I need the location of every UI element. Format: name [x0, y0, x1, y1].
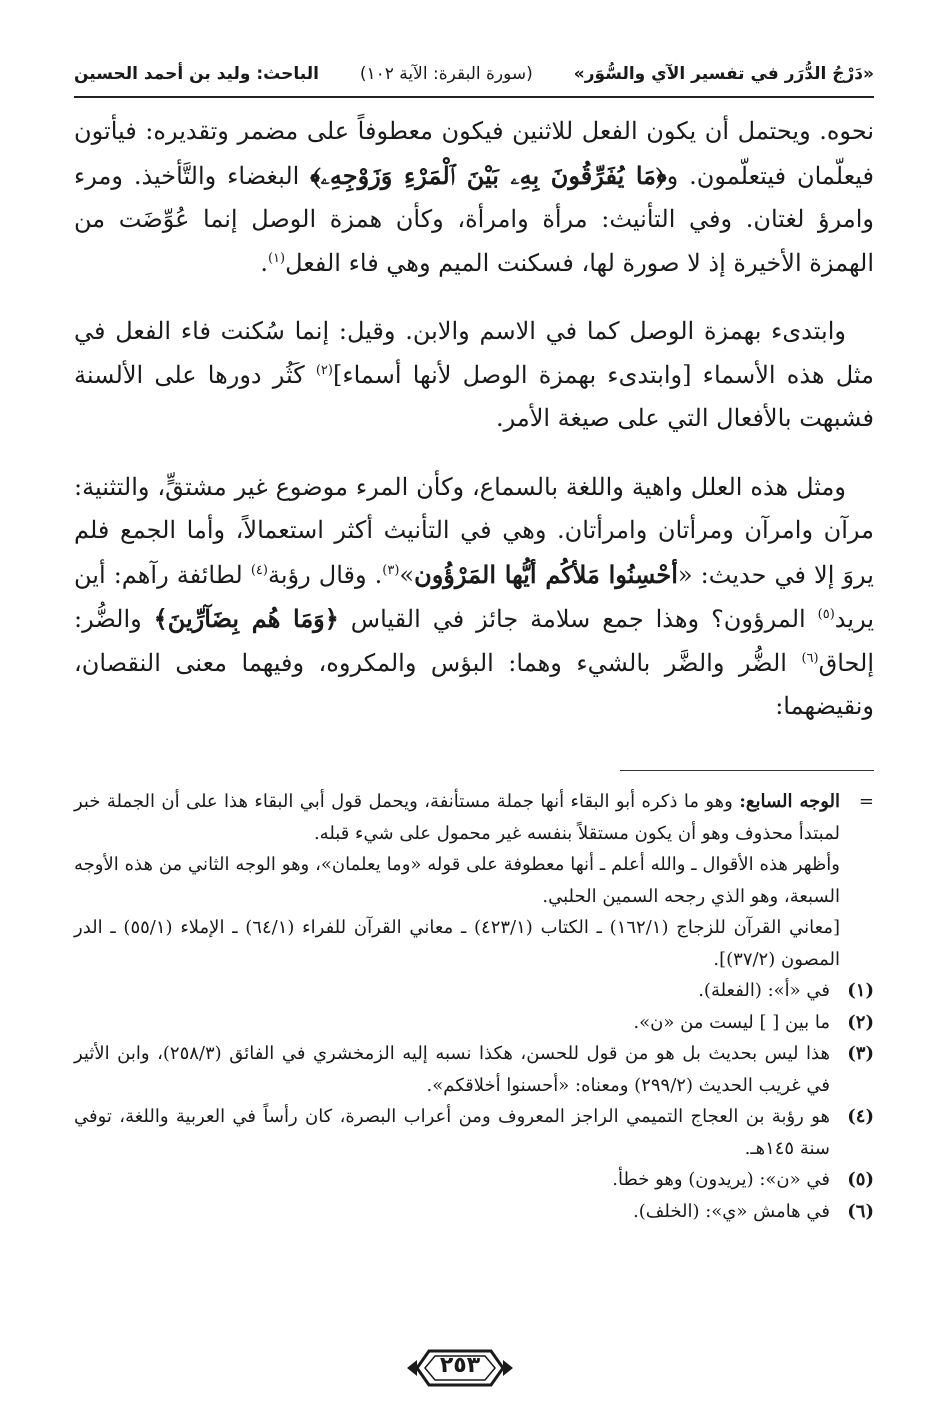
header-rule — [74, 96, 874, 98]
paragraph-2 — [74, 310, 874, 441]
footnote-number: (١) — [847, 980, 874, 1001]
footnote-number: (٥) — [847, 1169, 874, 1190]
note-text: وهو ما ذكره أبو البقاء أنها جملة مستأنفة، ويحمل قول أبي البقاء هذا على أن الجملة خبر لمبتدأ محذوف وهو أن يكون مستقلاً بنفسه غير محمول على شيء قبله. — [74, 791, 840, 844]
footnote-text: في «ن»: (يريدون) وهو خطأ. — [612, 1169, 830, 1190]
text-run: وابتدىء بهمزة الوصل كما في الاسم والابن. وقيل: إنما سُكنت فاء الفعل في مثل هذه الأسماء [وابتدىء بهمزة الوصل لأنها أسماء] — [74, 317, 875, 389]
footnote-item — [74, 1101, 874, 1164]
running-header — [74, 56, 874, 92]
footnote-number: (٦) — [847, 1200, 874, 1222]
footnote-item — [74, 1007, 874, 1039]
footnote-text: هذا ليس بحديث بل هو من قول للحسن، هكذا نسبه إليه الزمخشري في الفائق (٢٥٨/٣)، وابن الأثير في غريب الحديث (٢٩٩/٢) ومعناه: «أحسنوا أخلاقكم». — [74, 1043, 830, 1096]
text-run: . وقال رؤبة — [267, 560, 383, 589]
text-run: كَثُر دورها على الألسنة فشبهت بالأفعال التي على صيغة الأمر. — [74, 360, 874, 432]
footnote-ref-2: (٢) — [315, 362, 333, 378]
paragraph-1 — [74, 110, 874, 285]
footnote-list — [74, 975, 874, 1227]
footnote-ref-5: (٥) — [817, 607, 835, 622]
footnote-separator — [620, 770, 874, 771]
continued-note — [74, 786, 874, 975]
footnote-item — [74, 975, 874, 1007]
note-label: الوجه السابع: — [739, 791, 840, 812]
continued-note-body — [74, 786, 840, 975]
text-run: . — [260, 248, 268, 277]
footnote-text: ما بين [ ] ليست من «ن». — [633, 1011, 830, 1033]
footnotes-section — [74, 786, 874, 1227]
header-book-title: «دَرْجُ الدُّرَر في تفسير الآي والسُّوَر» — [573, 64, 874, 84]
main-text — [74, 110, 874, 754]
text-run: نحوه. ويحتمل أن يكون الفعل للاثنين فيكون معطوفاً على مضمر وتقديره: فيأتون فيعلّمان فيتعلّمون. و — [74, 117, 875, 190]
text-run: » — [399, 560, 415, 589]
note-block — [74, 786, 840, 849]
footnote-ref-3: (٣) — [382, 562, 400, 578]
text-run: المرؤون؟ وهذا جمع سلامة جائز في القياس — [338, 605, 818, 633]
footnote-ref-6: (٦) — [801, 650, 819, 666]
text-run: ومثل هذه العلل واهية واللغة بالسماع، وكأن المرء موضوع غير مشتقٍّ، والتثنية: مرآن وامرآن ومرأتان وامرأتان. وهي في التأنيث أكثر استعمالاً، وأما الجمع فلم يروَ إلا في حديث: « — [74, 472, 874, 589]
footnote-item — [74, 1196, 874, 1228]
continuation-mark: = — [858, 791, 874, 812]
footnote-text: في هامش «ي»: (الخلف). — [633, 1200, 830, 1222]
footnote-item — [74, 1038, 874, 1101]
footnote-ref-1: (١) — [267, 250, 286, 266]
footnote-ref-4: (٤) — [250, 562, 268, 578]
header-surah: (سورة البقرة: الآية ١٠٢) — [359, 64, 533, 84]
text-run: البغضاء والتَّأخيذ. ومرء وامرؤ لغتان. وفي التأنيث: مرأة وامرأة، وكأن همزة الوصل إنما عُوِّضَت من الهمزة الأخيرة إذ لا صورة لها، فسكنت الميم وهي فاء الفعل — [74, 161, 874, 277]
paragraph-3 — [74, 466, 874, 729]
text-run: والضُّر: إلحاق — [74, 605, 874, 677]
note-block: وأظهر هذه الأقوال ـ والله أعلم ـ أنها معطوفة على قوله «وما يعلمان»، وهو الوجه الثاني من هذه الأوجه السبعة، وهو الذي رجحه السمين الحلبي. — [74, 854, 840, 907]
footnote-text: في «أ»: (الفعلة). — [698, 980, 830, 1001]
header-researcher: الباحث: وليد بن أحمد الحسين — [74, 64, 319, 84]
footnote-item — [74, 1164, 874, 1196]
footnote-text: هو رؤبة بن العجاج التميمي الراجز المعروف ومن أعراب البصرة، كان رأساً في العربية واللغة، توفي سنة ١٤٥هـ. — [74, 1106, 830, 1159]
page-number-ornament — [405, 1345, 515, 1391]
note-block: [معاني القرآن للزجاج (١٦٢/١) ـ الكتاب (٤٢٣/١) ـ معاني القرآن للفراء (٦٤/١) ـ الإملاء (٥٥/١) ـ الدر المصون (٣٧/٢)]. — [74, 917, 840, 970]
text-run: الضُّر والضَّر بالشيء وهما: البؤس والمكروه، وفيهما معنى النقصان، ونقيضهما: — [74, 648, 874, 720]
quran-quote: ﴿مَا يُفَرِّقُونَ بِهِۦ بَيْنَ ٱلْمَرْءِ وَزَوْجِهِۦ﴾ — [310, 160, 667, 190]
hadith-quote: أحْسِنُوا مَلأكُم أيُّها المَرْؤُون — [414, 559, 678, 589]
page-number: ٢٥٣ — [439, 1353, 481, 1378]
footnote-number: (٤) — [847, 1106, 874, 1127]
text-run: لطائفة رآهم: أين يريد — [74, 560, 874, 633]
quran-quote: ﴿وَمَا هُم بِضَآرِّينَ﴾ — [153, 604, 339, 633]
footnote-number: (٣) — [847, 1043, 874, 1064]
footnote-number: (٢) — [847, 1011, 874, 1033]
